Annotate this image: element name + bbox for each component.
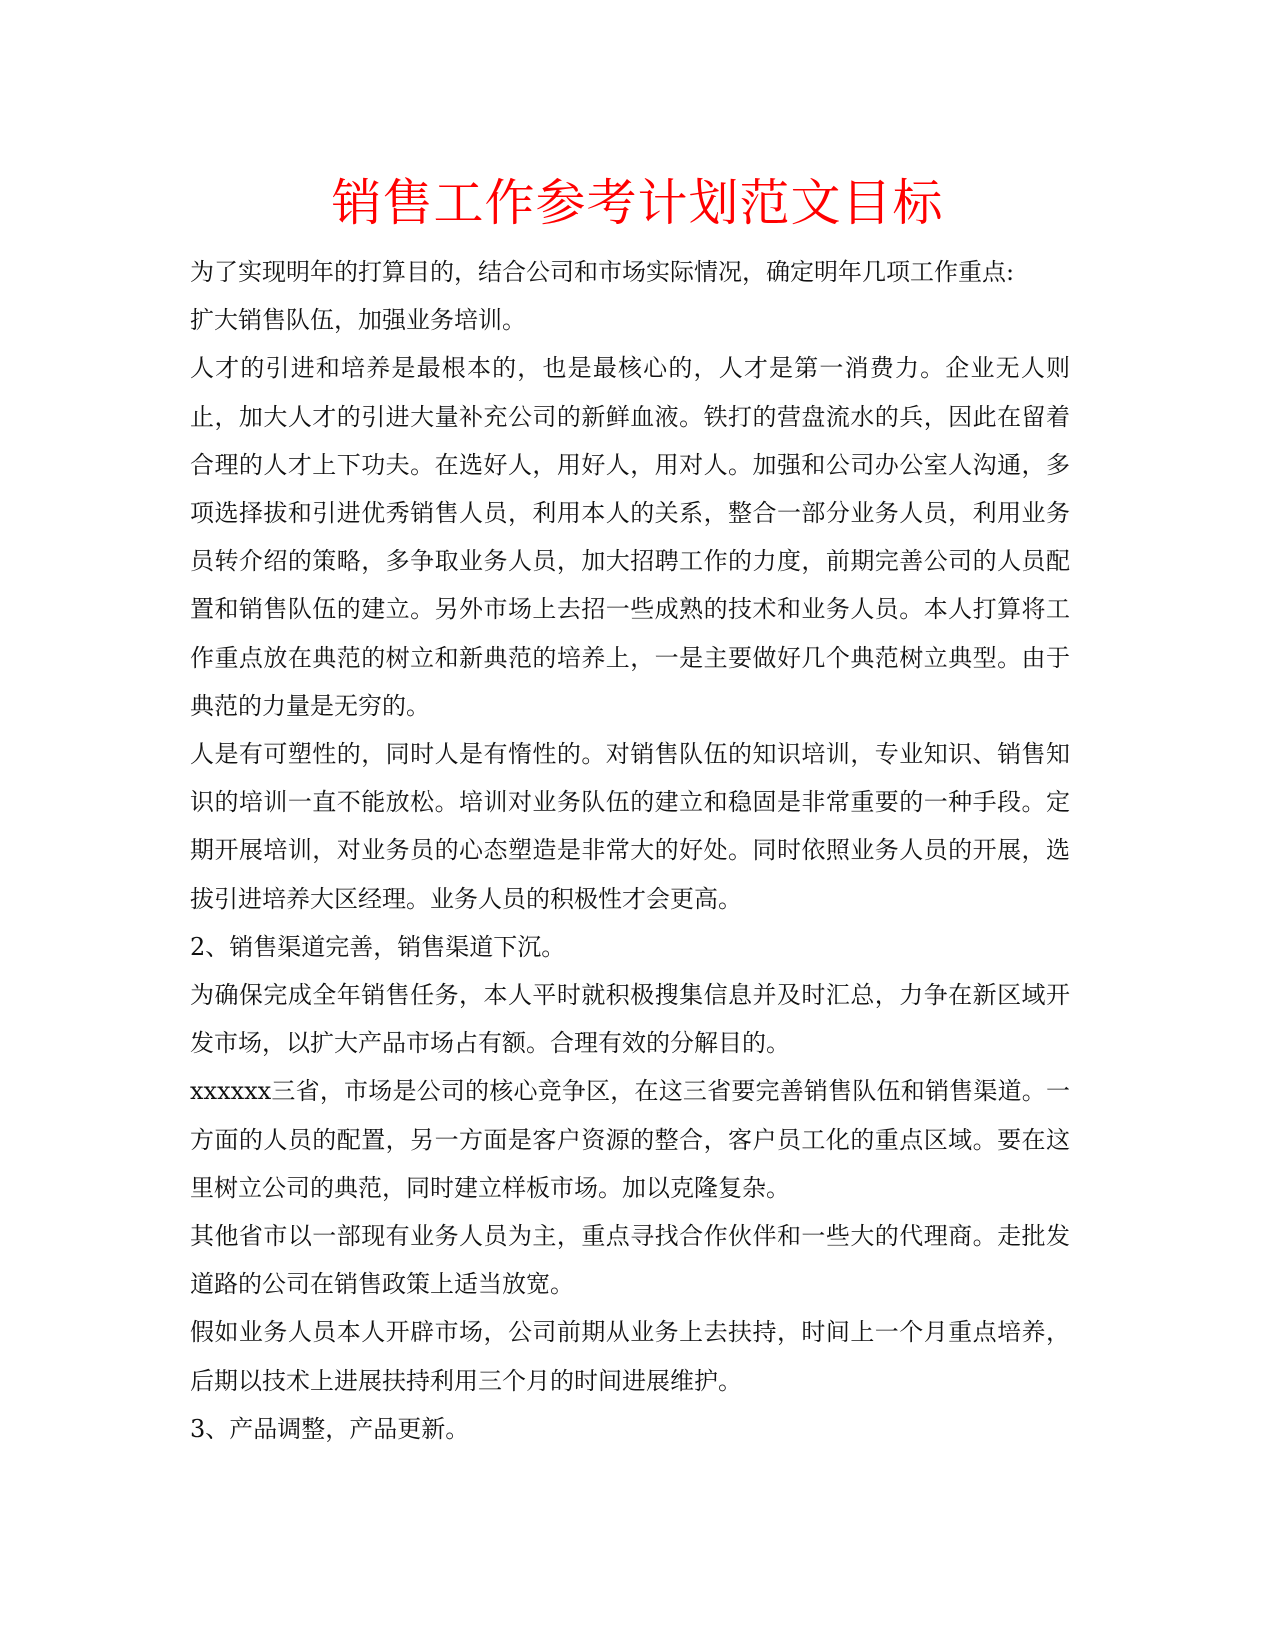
paragraph: 为了实现明年的打算目的，结合公司和市场实际情况，确定明年几项工作重点: — [190, 258, 1015, 286]
paragraph: 其他省市以一部现有业务人员为主，重点寻找合作伙伴和一些大的代理商。走批发道路的公司在销售政策上适当放宽。 — [190, 1222, 1070, 1299]
document-body — [190, 248, 1070, 1453]
paragraph: xxxxxx三省，市场是公司的核心竞争区，在这三省要完善销售队伍和销售渠道。一方面的人员的配置，另一方面是客户资源的整合，客户员工化的重点区域。要在这里树立公司的典范，同时建立样板市场。加以克隆复杂。 — [190, 1077, 1070, 1202]
paragraph: 人才的引进和培养是最根本的，也是最核心的，人才是第一消费力。企业无人则止，加大人才的引进大量补充公司的新鲜血液。铁打的营盘流水的兵，因此在留着合理的人才上下功夫。在选好人，用好人，用对人。加强和公司办公室人沟通，多项选择拔和引进优秀销售人员，利用本人的关系，整合一部分业务人员，利用业务员转介绍的策略，多争取业务人员，加大招聘工作的力度，前期完善公司的人员配置和销售队伍的建立。另外市场上去招一些成熟的技术和业务人员。本人打算将工作重点放在典范的树立和新典范的培养上，一是主要做好几个典范树立典型。由于典范的力量是无穷的。 — [190, 354, 1070, 720]
paragraph: 为确保完成全年销售任务，本人平时就积极搜集信息并及时汇总，力争在新区域开发市场，以扩大产品市场占有额。合理有效的分解目的。 — [190, 981, 1070, 1058]
document-title: 销售工作参考计划范文目标 — [331, 174, 944, 232]
section-heading: 3、产品调整，产品更新。 — [190, 1414, 470, 1443]
section-heading: 2、销售渠道完善，销售渠道下沉。 — [190, 932, 566, 961]
paragraph: 扩大销售队伍，加强业务培训。 — [190, 306, 526, 335]
paragraph: 人是有可塑性的，同时人是有惰性的。对销售队伍的知识培训，专业知识、销售知识的培训一直不能放松。培训对业务队伍的建立和稳固是非常重要的一种手段。定期开展培训，对业务员的心态塑造是非常大的好处。同时依照业务人员的开展，选拔引进培养大区经理。业务人员的积极性才会更高。 — [190, 740, 1070, 913]
paragraph: 假如业务人员本人开辟市场，公司前期从业务上去扶持，时间上一个月重点培养，后期以技术上进展扶持利用三个月的时间进展维护。 — [190, 1318, 1070, 1395]
